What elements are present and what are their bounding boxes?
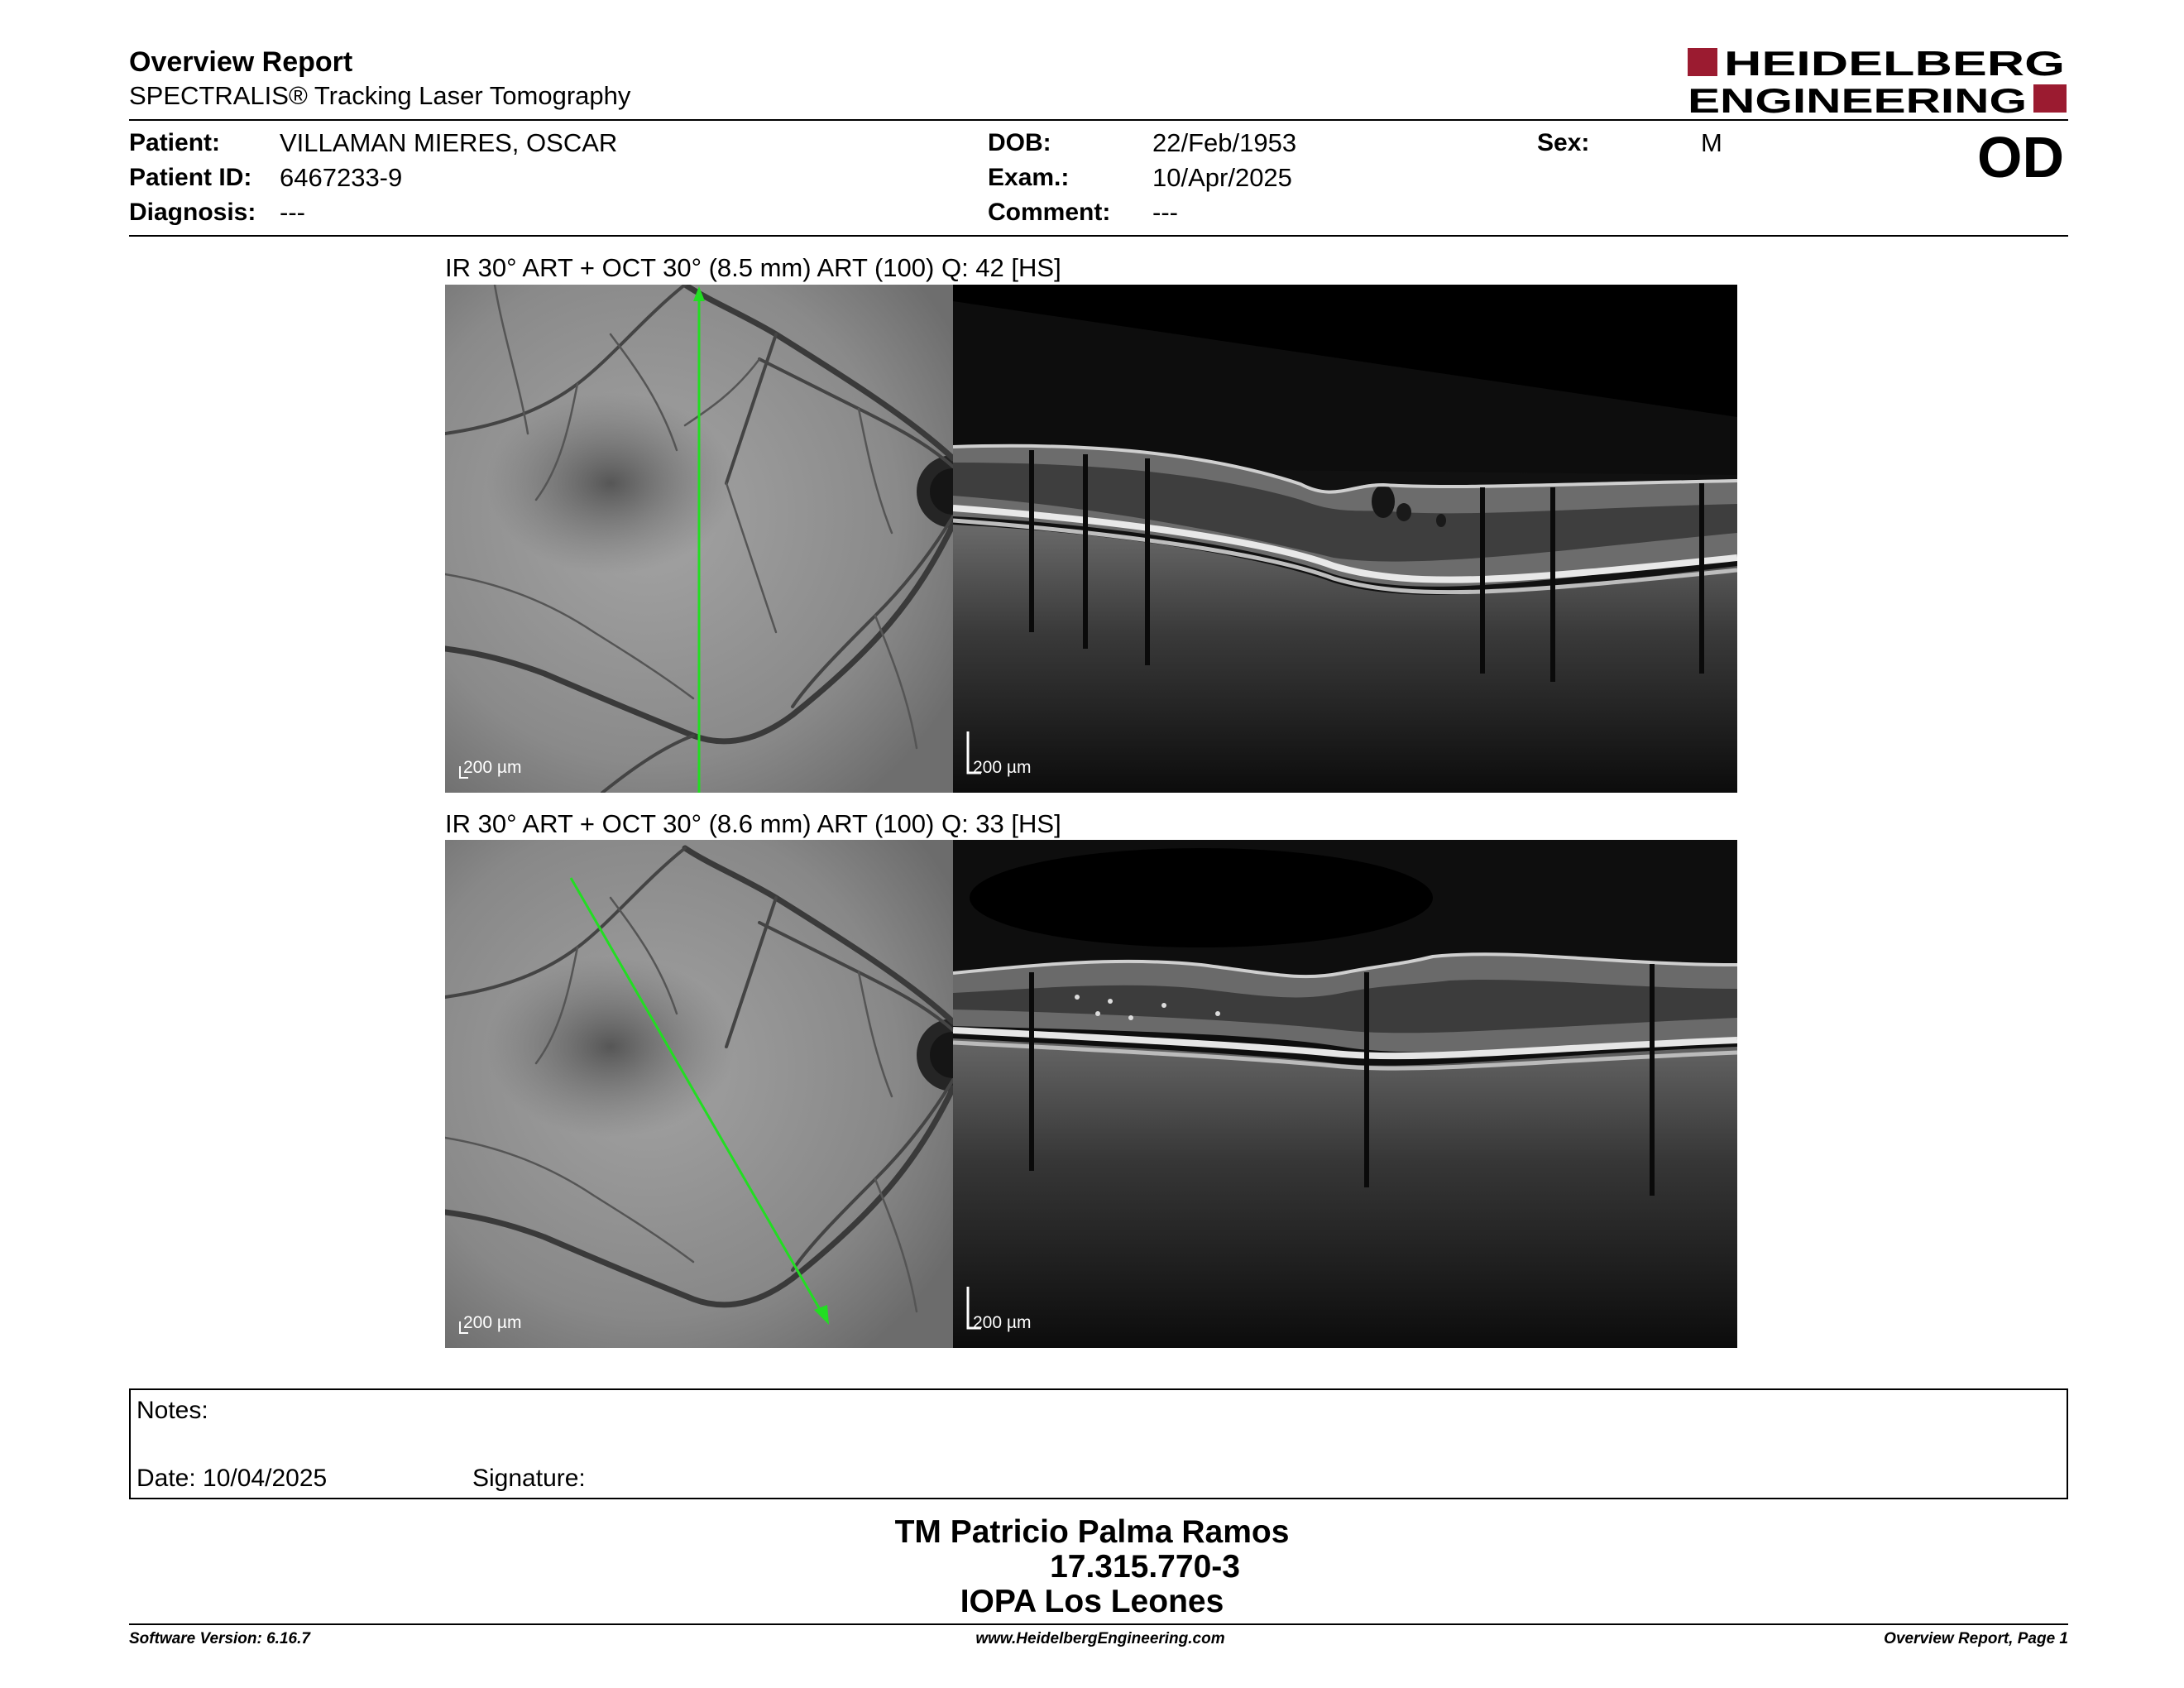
header-divider bbox=[129, 119, 2068, 121]
signature-label: Signature: bbox=[472, 1465, 586, 1492]
eye-indicator: OD bbox=[1977, 125, 2064, 189]
oct-scale-label: 200 µm bbox=[973, 758, 1032, 777]
fundus-image bbox=[445, 840, 953, 1348]
page-number: Overview Report, Page 1 bbox=[1884, 1630, 2068, 1647]
fundus-image bbox=[445, 285, 953, 793]
scan-panel bbox=[445, 840, 1737, 1348]
patient-label: Patient: bbox=[129, 129, 221, 156]
exam-label: Exam.: bbox=[988, 164, 1070, 191]
report-subtitle: SPECTRALIS® Tracking Laser Tomography bbox=[129, 81, 631, 110]
comment-value: --- bbox=[1152, 198, 1178, 227]
svg-text:HEIDELBERG: HEIDELBERG bbox=[1724, 46, 2065, 83]
diagnosis-value: --- bbox=[280, 198, 305, 227]
dob-value: 22/Feb/1953 bbox=[1152, 128, 1297, 157]
dob-label: DOB: bbox=[988, 129, 1051, 156]
sex-label: Sex: bbox=[1537, 129, 1590, 156]
svg-text:ENGINEERING: ENGINEERING bbox=[1688, 81, 2027, 116]
oct-bscan-image bbox=[953, 840, 1737, 1348]
oct-scale-label: 200 µm bbox=[973, 1313, 1032, 1332]
institution-name: IOPA Los Leones bbox=[960, 1584, 1224, 1619]
technician-name: TM Patricio Palma Ramos bbox=[894, 1514, 1290, 1550]
patient-id: 6467233-9 bbox=[280, 163, 403, 192]
notes-box[interactable] bbox=[129, 1388, 2068, 1499]
comment-label: Comment: bbox=[988, 199, 1111, 226]
date-label: Date: 10/04/2025 bbox=[136, 1465, 328, 1492]
fundus-scale-label: 200 µm bbox=[463, 1313, 522, 1332]
footer-divider bbox=[129, 1623, 2068, 1625]
technician-id: 17.315.770-3 bbox=[1050, 1549, 1240, 1585]
patient-name: VILLAMAN MIERES, OSCAR bbox=[280, 128, 618, 157]
notes-label: Notes: bbox=[136, 1397, 208, 1424]
scan-caption: IR 30° ART + OCT 30° (8.5 mm) ART (100) Q: 42 [HS] bbox=[445, 253, 1061, 282]
sex-value: M bbox=[1701, 128, 1722, 157]
fundus-scale-label: 200 µm bbox=[463, 758, 522, 777]
scan-panel bbox=[445, 285, 1737, 793]
heidelberg-logo bbox=[1688, 46, 2068, 116]
scan-caption: IR 30° ART + OCT 30° (8.6 mm) ART (100) Q: 33 [HS] bbox=[445, 809, 1061, 838]
diagnosis-label: Diagnosis: bbox=[129, 199, 256, 226]
patient-divider bbox=[129, 235, 2068, 237]
software-version: Software Version: 6.16.7 bbox=[129, 1630, 310, 1647]
exam-value: 10/Apr/2025 bbox=[1152, 163, 1292, 192]
oct-bscan-image bbox=[953, 285, 1737, 793]
report-title: Overview Report bbox=[129, 46, 353, 78]
website-link[interactable]: www.HeidelbergEngineering.com bbox=[975, 1630, 1225, 1647]
patient-id-label: Patient ID: bbox=[129, 164, 252, 191]
